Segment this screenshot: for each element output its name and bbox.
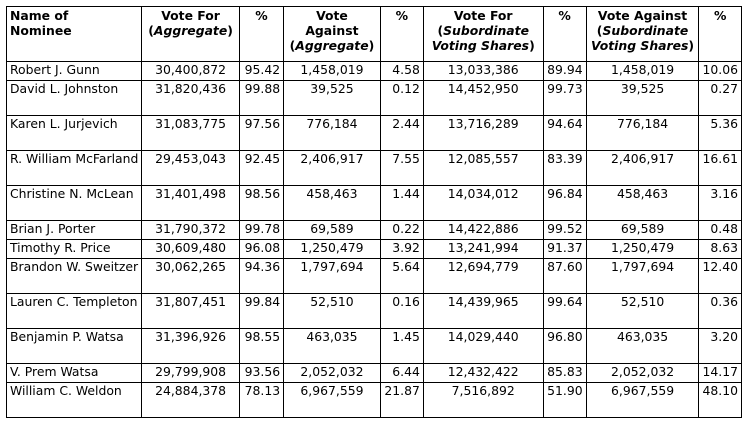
nominee-vote-table xyxy=(6,6,742,418)
table-row xyxy=(7,259,742,294)
vote-against-aggregate-percent: 0.22 xyxy=(380,221,423,240)
vote-against-aggregate: 776,184 xyxy=(284,116,381,151)
vote-against-subordinate-percent: 48.10 xyxy=(699,383,742,418)
vote-for-aggregate-percent: 92.45 xyxy=(239,151,283,186)
vote-for-subordinate-percent: 85.83 xyxy=(543,364,586,383)
vote-against-aggregate: 6,967,559 xyxy=(284,383,381,418)
vote-against-subordinate: 1,797,694 xyxy=(586,259,699,294)
vote-against-aggregate: 69,589 xyxy=(284,221,381,240)
header-percent: % xyxy=(239,7,283,62)
vote-for-aggregate: 24,884,378 xyxy=(142,383,239,418)
nominee-name: David L. Johnston xyxy=(7,81,142,116)
vote-against-subordinate: 463,035 xyxy=(586,329,699,364)
table-row xyxy=(7,221,742,240)
vote-for-aggregate: 31,083,775 xyxy=(142,116,239,151)
vote-for-subordinate: 7,516,892 xyxy=(423,383,543,418)
vote-for-subordinate: 13,716,289 xyxy=(423,116,543,151)
vote-against-aggregate-percent: 3.92 xyxy=(380,240,423,259)
vote-for-subordinate-percent: 99.64 xyxy=(543,294,586,329)
vote-against-subordinate-percent: 0.27 xyxy=(699,81,742,116)
table-row xyxy=(7,81,742,116)
vote-for-aggregate: 29,799,908 xyxy=(142,364,239,383)
vote-for-subordinate: 14,034,012 xyxy=(423,186,543,221)
vote-against-subordinate-percent: 5.36 xyxy=(699,116,742,151)
vote-for-aggregate-percent: 97.56 xyxy=(239,116,283,151)
vote-against-subordinate-percent: 3.16 xyxy=(699,186,742,221)
table-row xyxy=(7,62,742,81)
nominee-name: Lauren C. Templeton xyxy=(7,294,142,329)
vote-for-subordinate-percent: 96.84 xyxy=(543,186,586,221)
table-row xyxy=(7,186,742,221)
vote-for-subordinate: 13,033,386 xyxy=(423,62,543,81)
vote-for-subordinate: 14,452,950 xyxy=(423,81,543,116)
table-row xyxy=(7,383,742,418)
table-row xyxy=(7,329,742,364)
nominee-name: Christine N. McLean xyxy=(7,186,142,221)
nominee-name: Karen L. Jurjevich xyxy=(7,116,142,151)
table-header-row xyxy=(7,7,742,62)
vote-against-aggregate: 1,797,694 xyxy=(284,259,381,294)
vote-for-subordinate: 12,432,422 xyxy=(423,364,543,383)
nominee-name: Brian J. Porter xyxy=(7,221,142,240)
nominee-name: William C. Weldon xyxy=(7,383,142,418)
vote-against-aggregate-percent: 21.87 xyxy=(380,383,423,418)
vote-for-aggregate-percent: 99.84 xyxy=(239,294,283,329)
vote-for-subordinate-percent: 99.52 xyxy=(543,221,586,240)
vote-against-subordinate-percent: 16.61 xyxy=(699,151,742,186)
vote-against-aggregate: 2,052,032 xyxy=(284,364,381,383)
vote-for-aggregate-percent: 78.13 xyxy=(239,383,283,418)
vote-for-aggregate: 30,609,480 xyxy=(142,240,239,259)
vote-against-subordinate-percent: 0.48 xyxy=(699,221,742,240)
vote-against-subordinate-percent: 3.20 xyxy=(699,329,742,364)
vote-against-aggregate: 39,525 xyxy=(284,81,381,116)
vote-for-subordinate-percent: 83.39 xyxy=(543,151,586,186)
vote-against-subordinate-percent: 0.36 xyxy=(699,294,742,329)
vote-against-aggregate-percent: 1.44 xyxy=(380,186,423,221)
vote-against-aggregate: 2,406,917 xyxy=(284,151,381,186)
vote-against-subordinate: 458,463 xyxy=(586,186,699,221)
vote-against-subordinate: 1,250,479 xyxy=(586,240,699,259)
nominee-name: V. Prem Watsa xyxy=(7,364,142,383)
vote-for-aggregate-percent: 99.88 xyxy=(239,81,283,116)
vote-against-aggregate-percent: 5.64 xyxy=(380,259,423,294)
header-name-of-nominee: Name of Nominee xyxy=(7,7,142,62)
vote-for-aggregate-percent: 98.55 xyxy=(239,329,283,364)
nominee-name: Timothy R. Price xyxy=(7,240,142,259)
vote-for-subordinate-percent: 99.73 xyxy=(543,81,586,116)
vote-against-aggregate-percent: 7.55 xyxy=(380,151,423,186)
vote-for-aggregate-percent: 95.42 xyxy=(239,62,283,81)
table-row xyxy=(7,116,742,151)
vote-against-aggregate: 1,250,479 xyxy=(284,240,381,259)
vote-for-aggregate: 30,400,872 xyxy=(142,62,239,81)
table-row xyxy=(7,294,742,329)
vote-for-subordinate: 14,439,965 xyxy=(423,294,543,329)
nominee-name: Robert J. Gunn xyxy=(7,62,142,81)
vote-for-aggregate-percent: 94.36 xyxy=(239,259,283,294)
vote-against-aggregate: 463,035 xyxy=(284,329,381,364)
vote-against-aggregate-percent: 4.58 xyxy=(380,62,423,81)
header-vote-against-subordinate: Vote Against (Subordinate Voting Shares) xyxy=(586,7,699,62)
vote-for-aggregate: 31,790,372 xyxy=(142,221,239,240)
header-percent: % xyxy=(543,7,586,62)
vote-against-subordinate: 69,589 xyxy=(586,221,699,240)
vote-for-subordinate-percent: 96.80 xyxy=(543,329,586,364)
vote-for-aggregate: 31,396,926 xyxy=(142,329,239,364)
vote-against-subordinate: 39,525 xyxy=(586,81,699,116)
vote-for-subordinate-percent: 89.94 xyxy=(543,62,586,81)
vote-against-aggregate-percent: 2.44 xyxy=(380,116,423,151)
vote-for-aggregate-percent: 96.08 xyxy=(239,240,283,259)
vote-for-subordinate: 14,422,886 xyxy=(423,221,543,240)
vote-against-subordinate: 2,052,032 xyxy=(586,364,699,383)
vote-for-subordinate-percent: 87.60 xyxy=(543,259,586,294)
vote-against-subordinate: 776,184 xyxy=(586,116,699,151)
vote-for-aggregate: 31,820,436 xyxy=(142,81,239,116)
vote-for-aggregate: 31,401,498 xyxy=(142,186,239,221)
vote-against-aggregate-percent: 6.44 xyxy=(380,364,423,383)
vote-against-subordinate-percent: 12.40 xyxy=(699,259,742,294)
vote-for-subordinate: 14,029,440 xyxy=(423,329,543,364)
vote-for-aggregate-percent: 98.56 xyxy=(239,186,283,221)
header-percent: % xyxy=(699,7,742,62)
vote-for-aggregate: 30,062,265 xyxy=(142,259,239,294)
vote-against-aggregate-percent: 0.12 xyxy=(380,81,423,116)
vote-for-subordinate-percent: 91.37 xyxy=(543,240,586,259)
vote-against-aggregate-percent: 0.16 xyxy=(380,294,423,329)
vote-for-aggregate-percent: 93.56 xyxy=(239,364,283,383)
vote-against-subordinate: 52,510 xyxy=(586,294,699,329)
vote-for-subordinate: 12,694,779 xyxy=(423,259,543,294)
vote-against-aggregate-percent: 1.45 xyxy=(380,329,423,364)
vote-for-subordinate-percent: 51.90 xyxy=(543,383,586,418)
vote-for-subordinate: 12,085,557 xyxy=(423,151,543,186)
vote-for-aggregate: 29,453,043 xyxy=(142,151,239,186)
vote-for-aggregate: 31,807,451 xyxy=(142,294,239,329)
table-row xyxy=(7,364,742,383)
vote-against-subordinate: 6,967,559 xyxy=(586,383,699,418)
header-percent: % xyxy=(380,7,423,62)
header-vote-for-aggregate: Vote For (Aggregate) xyxy=(142,7,239,62)
nominee-name: Benjamin P. Watsa xyxy=(7,329,142,364)
vote-for-aggregate-percent: 99.78 xyxy=(239,221,283,240)
vote-against-subordinate: 2,406,917 xyxy=(586,151,699,186)
header-vote-against-aggregate: Vote Against (Aggregate) xyxy=(284,7,381,62)
vote-for-subordinate-percent: 94.64 xyxy=(543,116,586,151)
nominee-name: R. William McFarland xyxy=(7,151,142,186)
vote-against-aggregate: 52,510 xyxy=(284,294,381,329)
vote-against-subordinate: 1,458,019 xyxy=(586,62,699,81)
vote-against-subordinate-percent: 10.06 xyxy=(699,62,742,81)
header-vote-for-subordinate: Vote For (Subordinate Voting Shares) xyxy=(423,7,543,62)
vote-against-aggregate: 458,463 xyxy=(284,186,381,221)
nominee-name: Brandon W. Sweitzer xyxy=(7,259,142,294)
vote-against-subordinate-percent: 14.17 xyxy=(699,364,742,383)
vote-against-subordinate-percent: 8.63 xyxy=(699,240,742,259)
vote-for-subordinate: 13,241,994 xyxy=(423,240,543,259)
table-row xyxy=(7,151,742,186)
vote-against-aggregate: 1,458,019 xyxy=(284,62,381,81)
table-row xyxy=(7,240,742,259)
